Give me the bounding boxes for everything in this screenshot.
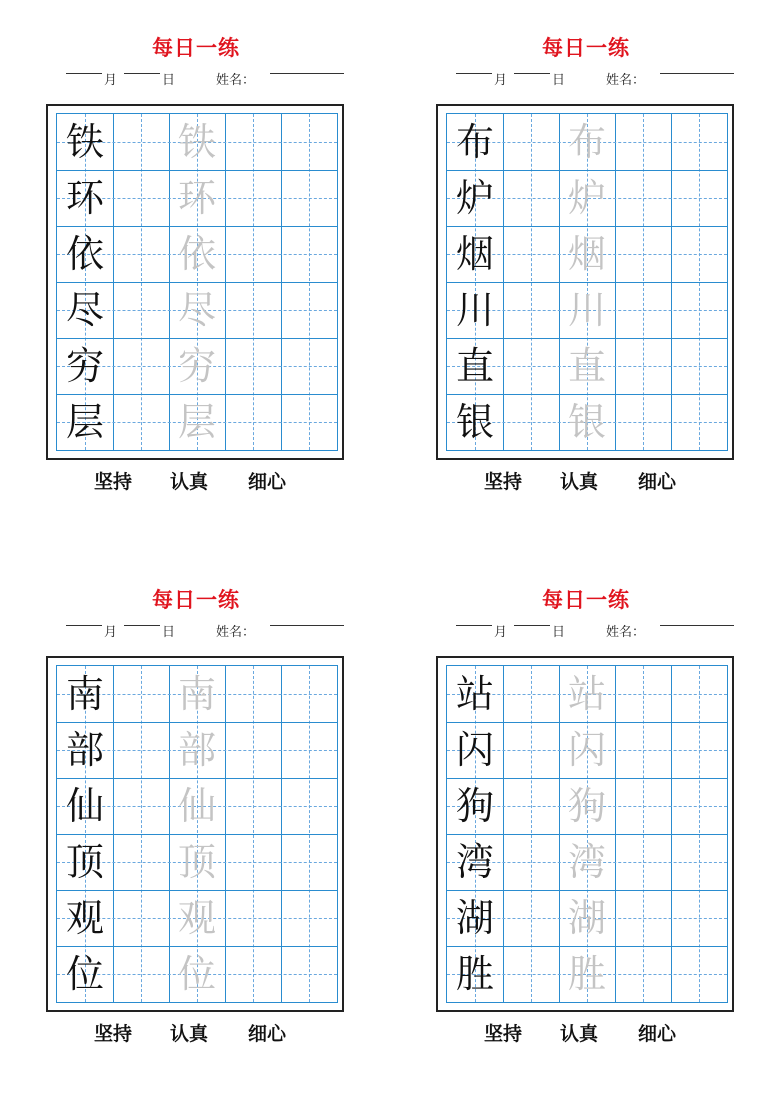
motto-line bbox=[436, 1020, 736, 1048]
writing-frame bbox=[436, 656, 734, 1012]
name-label: 姓名： bbox=[606, 73, 646, 88]
trace-character[interactable]: 川 bbox=[567, 288, 606, 332]
model-character: 直 bbox=[455, 344, 494, 388]
model-character: 布 bbox=[455, 120, 494, 164]
trace-character[interactable]: 胜 bbox=[567, 952, 606, 996]
date-name-line bbox=[46, 70, 346, 92]
tianzige-grid bbox=[56, 113, 338, 451]
trace-character[interactable]: 站 bbox=[567, 672, 606, 716]
trace-character[interactable]: 铁 bbox=[177, 120, 216, 164]
trace-character[interactable]: 顶 bbox=[177, 840, 216, 884]
trace-character[interactable]: 尽 bbox=[177, 288, 216, 332]
model-character: 观 bbox=[65, 896, 104, 940]
trace-character[interactable]: 银 bbox=[567, 400, 606, 444]
month-label: 月 bbox=[104, 625, 118, 640]
trace-character[interactable]: 直 bbox=[567, 344, 606, 388]
trace-character[interactable]: 布 bbox=[567, 120, 606, 164]
day-blank[interactable] bbox=[124, 73, 160, 74]
writing-frame bbox=[46, 104, 344, 460]
writing-frame bbox=[436, 104, 734, 460]
trace-character[interactable]: 部 bbox=[177, 728, 216, 772]
motto-word: 认真 bbox=[560, 471, 599, 493]
day-label: 日 bbox=[162, 625, 176, 640]
day-blank[interactable] bbox=[124, 625, 160, 626]
day-blank[interactable] bbox=[514, 625, 550, 626]
sheet-title: 每日一练 bbox=[152, 35, 240, 60]
model-character: 站 bbox=[455, 672, 494, 716]
date-name-line bbox=[46, 622, 346, 644]
name-label: 姓名： bbox=[216, 625, 256, 640]
trace-character[interactable]: 湖 bbox=[567, 896, 606, 940]
trace-character[interactable]: 南 bbox=[177, 672, 216, 716]
model-character: 位 bbox=[65, 952, 104, 996]
model-character: 银 bbox=[455, 400, 494, 444]
name-label: 姓名： bbox=[216, 73, 256, 88]
name-blank[interactable] bbox=[660, 625, 734, 626]
date-name-line bbox=[436, 622, 736, 644]
motto-word: 认真 bbox=[560, 1023, 599, 1045]
month-blank[interactable] bbox=[456, 625, 492, 626]
trace-character[interactable]: 观 bbox=[177, 896, 216, 940]
motto-word: 细心 bbox=[248, 1023, 287, 1045]
motto-line bbox=[46, 468, 346, 496]
model-character: 铁 bbox=[65, 120, 104, 164]
model-character: 穷 bbox=[65, 344, 104, 388]
tianzige-grid bbox=[446, 665, 728, 1003]
day-label: 日 bbox=[162, 73, 176, 88]
month-label: 月 bbox=[104, 73, 118, 88]
trace-character[interactable]: 闪 bbox=[567, 728, 606, 772]
trace-character[interactable]: 位 bbox=[177, 952, 216, 996]
name-blank[interactable] bbox=[270, 625, 344, 626]
model-character: 湖 bbox=[455, 896, 494, 940]
motto-line bbox=[46, 1020, 346, 1048]
model-character: 烟 bbox=[455, 232, 494, 276]
model-character: 川 bbox=[455, 288, 494, 332]
sheet-title: 每日一练 bbox=[542, 587, 630, 612]
sheet-title: 每日一练 bbox=[542, 35, 630, 60]
motto-word: 坚持 bbox=[484, 1023, 523, 1045]
name-label: 姓名： bbox=[606, 625, 646, 640]
motto-line bbox=[436, 468, 736, 496]
motto-word: 细心 bbox=[638, 1023, 677, 1045]
model-character: 南 bbox=[65, 672, 104, 716]
practice-sheet bbox=[436, 552, 736, 1052]
day-label: 日 bbox=[552, 625, 566, 640]
trace-character[interactable]: 烟 bbox=[567, 232, 606, 276]
trace-character[interactable]: 环 bbox=[177, 176, 216, 220]
month-label: 月 bbox=[494, 73, 508, 88]
tianzige-grid bbox=[56, 665, 338, 1003]
motto-word: 认真 bbox=[170, 1023, 209, 1045]
date-name-line bbox=[436, 70, 736, 92]
model-character: 依 bbox=[65, 232, 104, 276]
model-character: 狗 bbox=[455, 784, 494, 828]
tianzige-grid bbox=[446, 113, 728, 451]
name-blank[interactable] bbox=[660, 73, 734, 74]
trace-character[interactable]: 仙 bbox=[177, 784, 216, 828]
model-character: 环 bbox=[65, 176, 104, 220]
model-character: 湾 bbox=[455, 840, 494, 884]
writing-frame bbox=[46, 656, 344, 1012]
model-character: 炉 bbox=[455, 176, 494, 220]
trace-character[interactable]: 依 bbox=[177, 232, 216, 276]
month-blank[interactable] bbox=[66, 73, 102, 74]
day-blank[interactable] bbox=[514, 73, 550, 74]
sheet-title: 每日一练 bbox=[152, 587, 240, 612]
practice-sheet bbox=[436, 0, 736, 500]
month-blank[interactable] bbox=[456, 73, 492, 74]
motto-word: 细心 bbox=[638, 471, 677, 493]
day-label: 日 bbox=[552, 73, 566, 88]
trace-character[interactable]: 狗 bbox=[567, 784, 606, 828]
model-character: 部 bbox=[65, 728, 104, 772]
trace-character[interactable]: 穷 bbox=[177, 344, 216, 388]
month-blank[interactable] bbox=[66, 625, 102, 626]
model-character: 层 bbox=[65, 400, 104, 444]
model-character: 顶 bbox=[65, 840, 104, 884]
practice-sheet bbox=[46, 552, 346, 1052]
motto-word: 坚持 bbox=[94, 471, 133, 493]
motto-word: 坚持 bbox=[484, 471, 523, 493]
practice-sheet bbox=[46, 0, 346, 500]
model-character: 胜 bbox=[455, 952, 494, 996]
name-blank[interactable] bbox=[270, 73, 344, 74]
trace-character[interactable]: 炉 bbox=[567, 176, 606, 220]
trace-character[interactable]: 湾 bbox=[567, 840, 606, 884]
model-character: 仙 bbox=[65, 784, 104, 828]
motto-word: 细心 bbox=[248, 471, 287, 493]
trace-character[interactable]: 层 bbox=[177, 400, 216, 444]
motto-word: 坚持 bbox=[94, 1023, 133, 1045]
model-character: 闪 bbox=[455, 728, 494, 772]
motto-word: 认真 bbox=[170, 471, 209, 493]
month-label: 月 bbox=[494, 625, 508, 640]
model-character: 尽 bbox=[65, 288, 104, 332]
